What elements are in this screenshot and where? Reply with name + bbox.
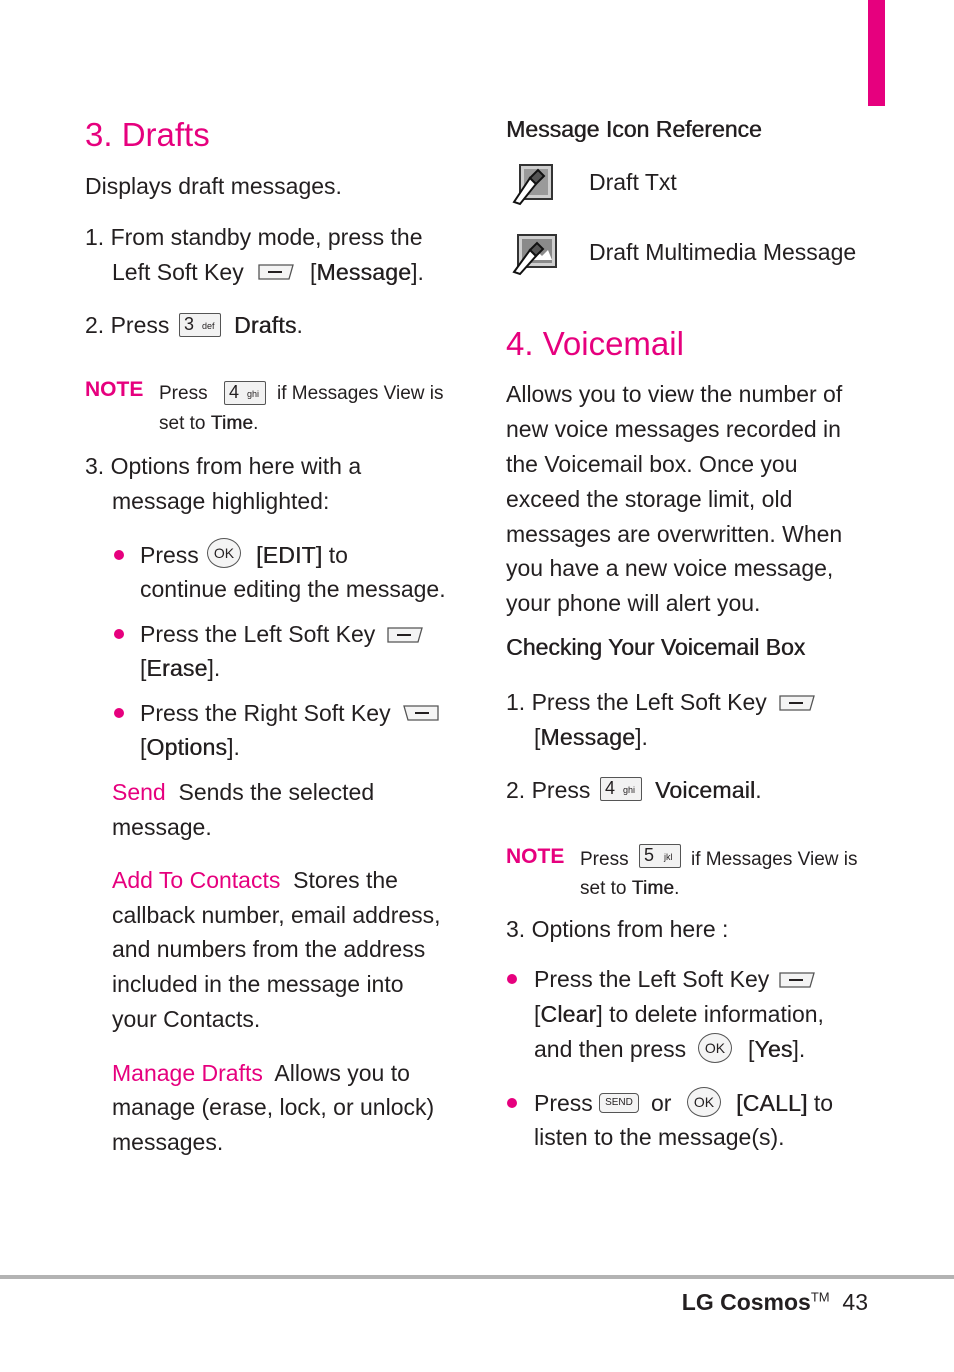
add-option-line4: included in the message into xyxy=(112,971,404,997)
drafts-b2-line1: Press the Left Soft Key xyxy=(140,621,376,647)
vm-note-line2: set to Time. xyxy=(580,878,680,899)
ok-key-icon: OK xyxy=(207,538,241,568)
footer-brand: LG Cosmos xyxy=(681,1289,811,1315)
drafts-step1-line1: 1. From standby mode, press the xyxy=(85,224,423,250)
voicemail-para-line5: messages are overwritten. When xyxy=(506,521,843,547)
drafts-step3-line1: 3. Options from here with a xyxy=(85,453,362,479)
vm-b2-press: Press xyxy=(534,1090,593,1116)
draft-txt-label: Draft Txt xyxy=(589,169,677,195)
left-soft-key-icon xyxy=(779,695,815,711)
drafts-b1-press: Press xyxy=(140,542,199,568)
drafts-note-press: Press xyxy=(159,383,208,404)
add-option-line3: and numbers from the address xyxy=(112,936,426,962)
drafts-note-rest: if Messages View is xyxy=(277,383,444,404)
key-5-icon: 5 jkl xyxy=(639,844,681,868)
vm-b1-line3: and then press xyxy=(534,1036,687,1062)
left-soft-key-icon xyxy=(387,627,423,643)
vm-b1-yes: [Yes]. xyxy=(748,1036,806,1062)
drafts-step2-press: 2. Press xyxy=(85,312,170,338)
right-soft-key-icon xyxy=(403,705,439,721)
ok-key-icon: OK xyxy=(698,1033,732,1063)
vm-b1-clear: [Clear] to delete information, xyxy=(534,1001,824,1027)
key-4-icon: 4 ghi xyxy=(224,381,266,405)
icon-reference-heading: Message Icon Reference xyxy=(506,116,762,142)
manage-option-line2: manage (erase, lock, or unlock) xyxy=(112,1094,435,1120)
manage-option-line3: messages. xyxy=(112,1129,224,1155)
voicemail-para-line1: Allows you to view the number of xyxy=(506,381,843,407)
vm-step3: 3. Options from here : xyxy=(506,916,729,942)
vm-b2-call: [CALL] to xyxy=(736,1090,834,1116)
add-option-line2: callback number, email address, xyxy=(112,902,441,928)
left-soft-key-icon xyxy=(779,972,815,988)
send-key-icon: SEND xyxy=(599,1093,639,1113)
drafts-step3-line2: message highlighted: xyxy=(112,488,330,514)
add-to-contacts-option: Add To Contacts Stores the xyxy=(112,867,398,893)
bullet-dot xyxy=(507,974,517,984)
drafts-intro: Displays draft messages. xyxy=(85,173,342,199)
vm-b2-or: or xyxy=(651,1090,672,1116)
voicemail-para-line3: the Voicemail box. Once you xyxy=(506,451,798,477)
drafts-b2-erase: [Erase]. xyxy=(140,655,221,681)
vm-step1-line1: 1. Press the Left Soft Key xyxy=(506,689,767,715)
draft-txt-icon xyxy=(510,160,558,206)
page-number: 43 xyxy=(842,1289,868,1315)
vm-note-label: NOTE xyxy=(506,845,565,868)
section-tab-marker xyxy=(868,0,885,106)
drafts-step1-message: [Message]. xyxy=(310,259,424,285)
bullet-dot xyxy=(114,550,124,560)
drafts-step2-drafts: Drafts. xyxy=(234,312,303,338)
bullet-dot xyxy=(507,1098,517,1108)
draft-multimedia-label: Draft Multimedia Message xyxy=(589,239,857,265)
trademark-mark: TM xyxy=(810,1289,830,1305)
voicemail-para-line2: new voice messages recorded in xyxy=(506,416,841,442)
vm-note-press: Press xyxy=(580,849,629,870)
vm-note-rest: if Messages View is xyxy=(691,849,858,870)
left-soft-key-icon xyxy=(258,264,294,280)
bullet-dot xyxy=(114,629,124,639)
add-option-line5: your Contacts. xyxy=(112,1006,261,1032)
voicemail-heading: 4. Voicemail xyxy=(506,325,684,362)
send-option-line2: message. xyxy=(112,814,212,840)
vm-step2-press: 2. Press xyxy=(506,777,591,803)
drafts-step1-line2: Left Soft Key xyxy=(112,259,244,285)
voicemail-para-line4: exceed the storage limit, old xyxy=(506,486,793,512)
key-3-icon: 3 def xyxy=(179,313,221,337)
vm-b2-line2: listen to the message(s). xyxy=(534,1124,785,1150)
voicemail-para-line7: your phone will alert you. xyxy=(506,590,761,616)
manage-drafts-option: Manage Drafts Allows you to xyxy=(112,1060,410,1086)
vm-b1-line1: Press the Left Soft Key xyxy=(534,966,770,992)
footer-rule xyxy=(0,1275,954,1279)
key-4-icon: 4 ghi xyxy=(600,777,642,801)
drafts-b1-edit: [EDIT] to xyxy=(256,542,348,568)
drafts-b1-line2: continue editing the message. xyxy=(140,576,446,602)
drafts-note-line2: set to Time. xyxy=(159,413,259,434)
draft-multimedia-icon xyxy=(510,230,560,276)
drafts-b3-options: [Options]. xyxy=(140,734,240,760)
vm-step1-message: [Message]. xyxy=(534,724,648,750)
drafts-note-label: NOTE xyxy=(85,378,144,401)
drafts-b3-line1: Press the Right Soft Key xyxy=(140,700,391,726)
drafts-heading: 3. Drafts xyxy=(85,116,210,153)
bullet-dot xyxy=(114,708,124,718)
page-footer xyxy=(682,1289,868,1316)
voicemail-para-line6: you have a new voice message, xyxy=(506,555,834,581)
vm-step2-voicemail: Voicemail. xyxy=(655,777,762,803)
checking-voicemail-subhead: Checking Your Voicemail Box xyxy=(506,634,806,660)
ok-key-icon: OK xyxy=(687,1087,721,1117)
send-option: Send Sends the selected xyxy=(112,779,375,805)
